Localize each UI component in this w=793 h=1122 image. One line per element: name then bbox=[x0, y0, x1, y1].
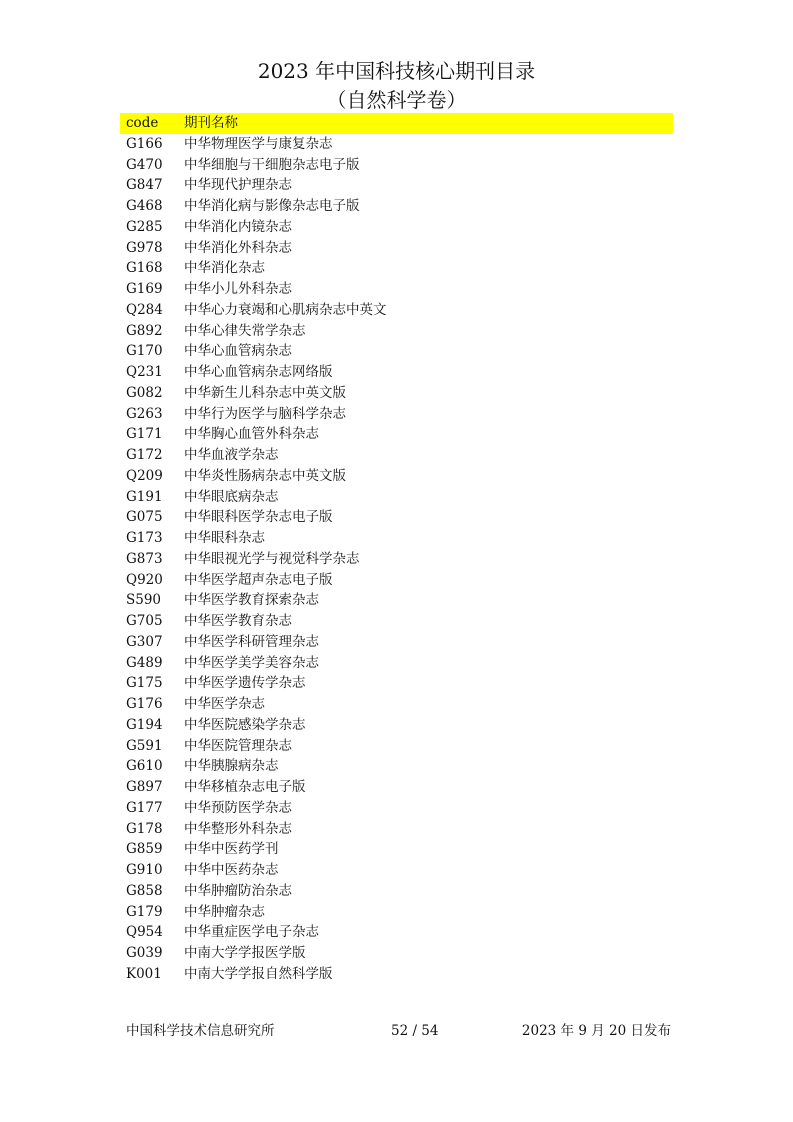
table-row bbox=[120, 570, 673, 591]
journal-name: 中华医学教育杂志 bbox=[184, 613, 292, 629]
table-row bbox=[120, 175, 673, 196]
table-row bbox=[120, 404, 673, 425]
journal-name: 中华医院感染学杂志 bbox=[184, 716, 306, 733]
journal-name: 中华炎性肠病杂志中英文版 bbox=[184, 467, 346, 484]
journal-name: 中华物理医学与康复杂志 bbox=[184, 135, 333, 152]
journal-code: G910 bbox=[126, 862, 163, 878]
table-row bbox=[120, 632, 673, 653]
footer-date: 2023 年 9 月 20 日发布 bbox=[521, 1023, 671, 1039]
journal-name: 中华消化内镜杂志 bbox=[184, 218, 292, 235]
journal-code: G082 bbox=[126, 384, 163, 401]
journal-code: G307 bbox=[126, 633, 163, 650]
journal-code: Q209 bbox=[126, 467, 163, 484]
journal-code: G194 bbox=[126, 716, 163, 733]
table-row bbox=[120, 756, 673, 777]
journal-name: 中南大学学报医学版 bbox=[184, 945, 306, 961]
journal-code: G168 bbox=[126, 260, 163, 277]
journal-code: G610 bbox=[126, 758, 163, 775]
table-row bbox=[120, 362, 673, 383]
journal-code: G166 bbox=[126, 135, 163, 152]
journal-name: 中华中医药杂志 bbox=[184, 862, 279, 878]
journal-code: G847 bbox=[126, 177, 163, 194]
table-row bbox=[120, 445, 673, 466]
journal-code: G177 bbox=[126, 799, 163, 816]
journal-code: G591 bbox=[126, 737, 163, 754]
journal-name: 中南大学学报自然科学版 bbox=[184, 965, 333, 982]
table-row bbox=[120, 902, 673, 923]
journal-name: 中华医学遗传学杂志 bbox=[184, 675, 306, 692]
journal-code: G263 bbox=[126, 405, 163, 422]
table-row bbox=[120, 798, 673, 819]
table-row bbox=[120, 487, 673, 508]
journal-name: 中华医学科研管理杂志 bbox=[184, 633, 319, 650]
journal-code: G489 bbox=[126, 654, 163, 671]
journal-table bbox=[120, 113, 673, 985]
journal-name: 中华重症医学电子杂志 bbox=[184, 924, 319, 941]
table-row bbox=[120, 590, 673, 611]
journal-code: G897 bbox=[126, 779, 163, 795]
table-row bbox=[120, 860, 673, 881]
journal-name: 中华医学教育探索杂志 bbox=[184, 592, 319, 609]
journal-name: 中华消化病与影像杂志电子版 bbox=[184, 198, 360, 214]
table-row bbox=[120, 507, 673, 528]
journal-name: 中华心力衰竭和心肌病杂志中英文 bbox=[184, 301, 387, 318]
table-row bbox=[120, 383, 673, 404]
table-row bbox=[120, 777, 673, 798]
table-row bbox=[120, 238, 673, 259]
page-subtitle: （自然科学卷） bbox=[326, 88, 467, 112]
table-row bbox=[120, 653, 673, 674]
journal-code: G172 bbox=[126, 447, 163, 463]
journal-name: 中华血液学杂志 bbox=[184, 447, 279, 463]
journal-code: G858 bbox=[126, 882, 163, 899]
journal-code: S590 bbox=[126, 592, 162, 609]
table-row bbox=[120, 321, 673, 342]
journal-code: G176 bbox=[126, 696, 163, 712]
journal-code: G173 bbox=[126, 530, 163, 546]
journal-code: Q920 bbox=[126, 571, 163, 588]
journal-code: G705 bbox=[126, 613, 163, 629]
journal-code: G468 bbox=[126, 198, 163, 214]
journal-code: G873 bbox=[126, 550, 163, 567]
journal-code: G039 bbox=[126, 945, 163, 961]
table-row bbox=[120, 922, 673, 943]
journal-name: 中华医学超声杂志电子版 bbox=[184, 571, 333, 588]
journal-code: G170 bbox=[126, 343, 163, 360]
table-row bbox=[120, 819, 673, 840]
journal-name: 中华移植杂志电子版 bbox=[184, 779, 306, 795]
journal-code: G171 bbox=[126, 426, 163, 443]
table-row bbox=[120, 964, 673, 985]
table-row bbox=[120, 549, 673, 570]
page-title: 2023 年中国科技核心期刊目录 bbox=[257, 59, 536, 83]
journal-name: 中华小儿外科杂志 bbox=[184, 281, 292, 297]
journal-code: G178 bbox=[126, 820, 163, 837]
journal-name: 中华现代护理杂志 bbox=[184, 177, 292, 194]
journal-name: 中华医院管理杂志 bbox=[184, 737, 292, 754]
journal-name: 中华预防医学杂志 bbox=[184, 799, 292, 816]
table-row bbox=[120, 673, 673, 694]
footer-page-number: 52 / 54 bbox=[391, 1023, 439, 1039]
journal-name: 中华新生儿科杂志中英文版 bbox=[184, 384, 346, 401]
journal-name: 中华心律失常学杂志 bbox=[184, 322, 306, 339]
journal-name: 中华肿瘤防治杂志 bbox=[184, 882, 292, 899]
header-code: code bbox=[126, 115, 159, 131]
journal-code: G892 bbox=[126, 322, 163, 339]
journal-code: G179 bbox=[126, 903, 163, 920]
journal-name: 中华眼科杂志 bbox=[184, 530, 265, 546]
table-row bbox=[120, 881, 673, 902]
journal-code: G978 bbox=[126, 239, 163, 256]
table-row bbox=[120, 279, 673, 300]
journal-code: Q954 bbox=[126, 924, 163, 941]
table-row bbox=[120, 466, 673, 487]
header-name: 期刊名称 bbox=[184, 115, 238, 131]
journal-name: 中华消化杂志 bbox=[184, 260, 265, 277]
table-row bbox=[120, 943, 673, 964]
journal-name: 中华医学美学美容杂志 bbox=[184, 654, 319, 671]
journal-name: 中华中医药学刊 bbox=[184, 841, 279, 858]
journal-code: G470 bbox=[126, 156, 163, 173]
journal-name: 中华整形外科杂志 bbox=[184, 820, 292, 837]
table-row bbox=[120, 736, 673, 757]
journal-name: 中华胰腺病杂志 bbox=[184, 758, 279, 775]
table-row bbox=[120, 839, 673, 860]
table-row bbox=[120, 217, 673, 238]
journal-name: 中华心血管病杂志网络版 bbox=[184, 364, 333, 380]
footer-publisher: 中国科学技术信息研究所 bbox=[126, 1023, 275, 1039]
journal-name: 中华肿瘤杂志 bbox=[184, 903, 265, 920]
journal-name: 中华行为医学与脑科学杂志 bbox=[184, 405, 346, 422]
table-row bbox=[120, 341, 673, 362]
table-row bbox=[120, 611, 673, 632]
table-row bbox=[120, 258, 673, 279]
journal-code: G175 bbox=[126, 675, 163, 692]
journal-code: G075 bbox=[126, 509, 163, 526]
journal-code: K001 bbox=[126, 965, 162, 982]
journal-code: Q231 bbox=[126, 364, 163, 380]
journal-name: 中华眼底病杂志 bbox=[184, 488, 279, 505]
table-row bbox=[120, 424, 673, 445]
table-header-row bbox=[120, 113, 673, 134]
journal-code: G859 bbox=[126, 841, 163, 858]
table-row bbox=[120, 300, 673, 321]
journal-name: 中华医学杂志 bbox=[184, 696, 265, 712]
journal-name: 中华眼科医学杂志电子版 bbox=[184, 509, 333, 526]
table-body bbox=[120, 134, 673, 985]
journal-code: G191 bbox=[126, 488, 163, 505]
table-row bbox=[120, 528, 673, 549]
table-row bbox=[120, 196, 673, 217]
journal-code: Q284 bbox=[126, 301, 163, 318]
journal-name: 中华心血管病杂志 bbox=[184, 343, 292, 360]
journal-name: 中华消化外科杂志 bbox=[184, 239, 292, 256]
table-row bbox=[120, 155, 673, 176]
journal-code: G285 bbox=[126, 218, 163, 235]
journal-name: 中华细胞与干细胞杂志电子版 bbox=[184, 156, 360, 173]
table-row bbox=[120, 134, 673, 155]
journal-name: 中华胸心血管外科杂志 bbox=[184, 426, 319, 443]
journal-name: 中华眼视光学与视觉科学杂志 bbox=[184, 550, 360, 567]
journal-code: G169 bbox=[126, 281, 163, 297]
table-row bbox=[120, 715, 673, 736]
table-row bbox=[120, 694, 673, 715]
